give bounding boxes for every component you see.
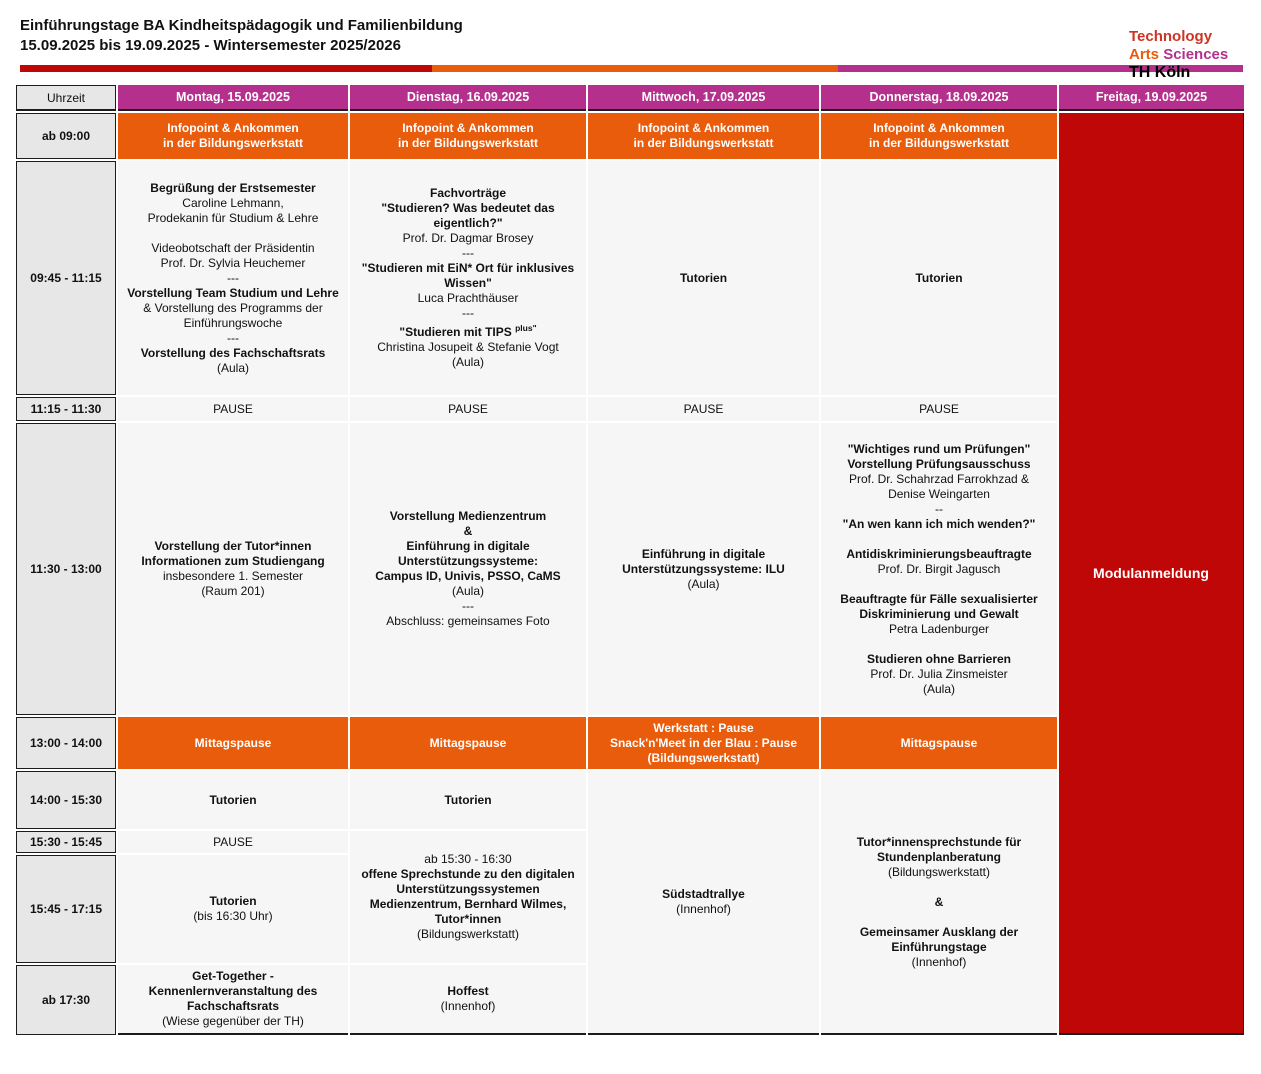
cell-text-line: Einführungswoche bbox=[183, 315, 283, 330]
cell-text-line: Diskriminierung und Gewalt bbox=[859, 606, 1019, 621]
cell-text-line: offene Sprechstunde zu den digitalen bbox=[361, 867, 575, 881]
th-koeln-logo bbox=[1129, 28, 1228, 82]
cell-text-line: -- bbox=[935, 501, 943, 516]
brand-bar-red-segment bbox=[20, 65, 432, 72]
cell-text-line: PAUSE bbox=[448, 401, 488, 416]
cell-text-line: --- bbox=[227, 270, 239, 285]
cell-text-line: PAUSE bbox=[213, 834, 253, 849]
cell-text-line: PAUSE bbox=[683, 401, 724, 416]
page-subtitle: 15.09.2025 bis 19.09.2025 - Wintersemester 2025/2026 bbox=[20, 37, 401, 54]
cell-mittwoch-r1 bbox=[588, 161, 819, 395]
cell-text-line: Campus ID, Univis, PSSO, CaMS bbox=[375, 569, 561, 583]
cell-text-line: Luca Prachthäuser bbox=[417, 291, 519, 305]
cell-text-line: Videobotschaft der Präsidentin bbox=[151, 240, 315, 255]
time-label: 15:30 - 15:45 bbox=[16, 831, 116, 853]
cell-text-line: (Bildungswerkstatt) bbox=[647, 750, 760, 765]
cell-text-line: Denise Weingarten bbox=[888, 486, 990, 501]
cell-dienstag-r2 bbox=[350, 397, 586, 421]
cell-montag-r2 bbox=[118, 397, 348, 421]
time-label: 13:00 - 14:00 bbox=[16, 717, 116, 769]
time-label: 14:00 - 15:30 bbox=[16, 771, 116, 829]
cell-text-line: ab 15:30 - 16:30 bbox=[424, 852, 512, 866]
time-label: ab 09:00 bbox=[16, 113, 116, 159]
cell-text-line: Infopoint & Ankommen bbox=[167, 121, 299, 135]
cell-text-line: Infopoint & Ankommen bbox=[402, 121, 534, 135]
cell-dienstag-r6 bbox=[350, 831, 586, 963]
cell-mittwoch-r2 bbox=[588, 397, 819, 421]
cell-text-line: Mittagspause bbox=[900, 735, 978, 750]
schedule-page bbox=[0, 16, 1261, 1074]
cell-text-line: Informationen zum Studiengang bbox=[141, 554, 325, 568]
cell-text-line: Vorstellung Prüfungsausschuss bbox=[847, 456, 1031, 471]
cell-text-line: Tutor*innensprechstunde für bbox=[856, 834, 1022, 849]
cell-text-line: Unterstützungssysteme: ILU bbox=[622, 561, 785, 576]
cell-montag-r6 bbox=[118, 831, 348, 853]
cell-text-line: Infopoint & Ankommen bbox=[637, 121, 770, 135]
cell-text-line: Vorstellung Team Studium und Lehre bbox=[127, 285, 339, 300]
cell-donnerstag-r0 bbox=[821, 113, 1057, 159]
cell-montag-r1 bbox=[118, 161, 348, 395]
cell-text-line: Beauftragte für Fälle sexualisierter bbox=[840, 591, 1038, 606]
time-label: 11:15 - 11:30 bbox=[16, 397, 116, 421]
cell-text-line: Stundenplanberatung bbox=[877, 849, 1001, 864]
cell-text-line: Tutorien bbox=[209, 792, 257, 807]
cell-donnerstag-r1 bbox=[821, 161, 1057, 395]
cell-text-line bbox=[821, 532, 1057, 547]
cell-text-line: Fachschaftsrats bbox=[186, 999, 280, 1013]
cell-text-line bbox=[821, 880, 1057, 895]
cell-text-line: Caroline Lehmann, bbox=[182, 195, 284, 210]
cell-text-line: --- bbox=[462, 246, 474, 260]
time-label: 09:45 - 11:15 bbox=[16, 161, 116, 395]
cell-text-line: "Studieren? Was bedeutet das bbox=[381, 201, 555, 215]
cell-text-line: eigentlich?" bbox=[433, 216, 503, 230]
cell-text-line: Tutorien bbox=[679, 270, 728, 285]
cell-text-line: Tutorien bbox=[444, 792, 492, 807]
cell-text-line: Studieren ohne Barrieren bbox=[866, 651, 1012, 666]
schedule-table bbox=[14, 83, 1246, 1037]
cell-text-line: Christina Josupeit & Stefanie Vogt bbox=[377, 340, 559, 354]
cell-text-line: Unterstützungssystemen bbox=[396, 882, 540, 896]
cell-montag-r7 bbox=[118, 855, 348, 963]
cell-text-line: (Aula) bbox=[922, 681, 955, 696]
time-label: ab 17:30 bbox=[16, 965, 116, 1035]
cell-text-line: Fachvorträge bbox=[429, 186, 507, 200]
cell-text-line: Prof. Dr. Birgit Jagusch bbox=[877, 561, 1001, 576]
cell-montag-r4 bbox=[118, 717, 348, 769]
cell-text-line: Südstadtrallye bbox=[662, 887, 745, 901]
cell-text-line: Mittagspause bbox=[429, 735, 507, 750]
cell-montag-r8 bbox=[118, 965, 348, 1035]
cell-text-line: --- bbox=[462, 306, 474, 320]
column-header-day-0: Montag, 15.09.2025 bbox=[118, 85, 348, 111]
cell-dienstag-r4 bbox=[350, 717, 586, 769]
cell-text-line: Snack'n'Meet in der Blau : Pause bbox=[609, 735, 798, 750]
cell-text-line: Werkstatt : Pause bbox=[653, 720, 754, 735]
cell-text-line bbox=[118, 226, 348, 241]
cell-text-line: in der Bildungswerkstatt bbox=[868, 136, 1010, 150]
cell-text-line: --- bbox=[462, 599, 474, 613]
cell-text-line: Petra Ladenburger bbox=[888, 621, 990, 636]
cell-text-line: (bis 16:30 Uhr) bbox=[193, 909, 273, 923]
cell-dienstag-r0 bbox=[350, 113, 586, 159]
cell-text-line: "An wen kann ich mich wenden?" bbox=[842, 516, 1036, 531]
cell-text-line: Tutorien bbox=[209, 894, 257, 908]
cell-dienstag-r1 bbox=[350, 161, 586, 395]
cell-donnerstag-r2 bbox=[821, 397, 1057, 421]
cell-text-line: in der Bildungswerkstatt bbox=[162, 136, 304, 150]
cell-text-line: (Innenhof) bbox=[676, 902, 731, 916]
cell-montag-r5 bbox=[118, 771, 348, 829]
cell-text-line: Hoffest bbox=[447, 984, 489, 998]
cell-text-line bbox=[821, 910, 1057, 925]
cell-text-line: in der Bildungswerkstatt bbox=[633, 136, 774, 150]
cell-text-line: & Vorstellung des Programms der bbox=[143, 300, 323, 315]
cell-dienstag-r3 bbox=[350, 423, 586, 715]
cell-text-line: Gemeinsamer Ausklang der bbox=[859, 924, 1019, 939]
brand-bar bbox=[20, 65, 1243, 72]
cell-freitag-r0 bbox=[1059, 113, 1244, 1035]
cell-text-line: (Aula) bbox=[451, 355, 484, 369]
cell-text-line: insbesondere 1. Semester bbox=[162, 569, 304, 583]
logo-word-th-koeln: TH Köln bbox=[1129, 64, 1191, 81]
cell-text-line: PAUSE bbox=[213, 401, 253, 416]
cell-text-line: Medienzentrum, Bernhard Wilmes, bbox=[369, 897, 567, 911]
cell-text-line: (Innenhof) bbox=[911, 954, 967, 969]
page-title-block bbox=[20, 16, 1261, 56]
cell-text-line: Vorstellung der Tutor*innen bbox=[154, 539, 312, 553]
cell-text-line: Einführung in digitale bbox=[406, 539, 530, 553]
cell-donnerstag-r3 bbox=[821, 423, 1057, 715]
brand-bar-orange-segment bbox=[432, 65, 838, 72]
cell-text-line: Begrüßung der Erstsemester bbox=[150, 180, 316, 195]
cell-montag-r3 bbox=[118, 423, 348, 715]
column-header-uhrzeit: Uhrzeit bbox=[16, 85, 116, 111]
cell-text-line: (Aula) bbox=[216, 360, 249, 375]
cell-text-line: (Raum 201) bbox=[201, 584, 265, 598]
cell-text-line: Prodekanin für Studium & Lehre bbox=[147, 210, 319, 225]
cell-mittwoch-r4 bbox=[588, 717, 819, 769]
cell-text-line: Unterstützungssysteme: bbox=[397, 554, 539, 568]
cell-donnerstag-r5 bbox=[821, 771, 1057, 1035]
cell-text-line: Einführungstage bbox=[891, 939, 987, 954]
cell-text-line: "Studieren mit TIPS $^{plus"}$ bbox=[399, 323, 537, 339]
cell-text-line: "Studieren mit EiN* Ort für inklusives bbox=[361, 261, 575, 275]
cell-text-line: Modulanmeldung bbox=[1093, 564, 1209, 581]
cell-text-line: (Innenhof) bbox=[440, 999, 496, 1013]
cell-text-line: (Bildungswerkstatt) bbox=[887, 864, 991, 879]
cell-text-line: & bbox=[934, 894, 944, 909]
column-header-day-3: Donnerstag, 18.09.2025 bbox=[821, 85, 1057, 111]
logo-word-sciences: Sciences bbox=[1163, 46, 1229, 63]
cell-text-line: Tutor*innen bbox=[434, 912, 502, 926]
cell-text-line: (Aula) bbox=[687, 576, 720, 591]
cell-text-line bbox=[821, 637, 1057, 652]
cell-mittwoch-r0 bbox=[588, 113, 819, 159]
time-label: 15:45 - 17:15 bbox=[16, 855, 116, 963]
cell-text-line: Prof. Dr. Dagmar Brosey bbox=[402, 231, 534, 245]
column-header-day-1: Dienstag, 16.09.2025 bbox=[350, 85, 586, 111]
cell-text-line: Einführung in digitale bbox=[641, 546, 766, 561]
cell-text-line bbox=[821, 577, 1057, 592]
cell-dienstag-r8 bbox=[350, 965, 586, 1035]
cell-text-line: Prof. Dr. Julia Zinsmeister bbox=[870, 666, 1008, 681]
cell-dienstag-r5 bbox=[350, 771, 586, 829]
cell-text-line: (Wiese gegenüber der TH) bbox=[162, 1014, 304, 1028]
cell-text-line: "Wichtiges rund um Prüfungen" bbox=[847, 441, 1031, 456]
logo-word-arts: Arts bbox=[1129, 46, 1160, 63]
cell-text-line: Tutorien bbox=[915, 270, 963, 285]
cell-text-line: Prof. Dr. Sylvia Heuchemer bbox=[160, 255, 306, 270]
cell-text-line: in der Bildungswerkstatt bbox=[397, 136, 539, 150]
cell-mittwoch-r3 bbox=[588, 423, 819, 715]
cell-text-line: Mittagspause bbox=[194, 735, 272, 750]
cell-mittwoch-r5 bbox=[588, 771, 819, 1035]
cell-donnerstag-r4 bbox=[821, 717, 1057, 769]
cell-text-line: --- bbox=[227, 330, 239, 345]
cell-text-line: Infopoint & Ankommen bbox=[873, 121, 1005, 135]
time-label: 11:30 - 13:00 bbox=[16, 423, 116, 715]
cell-text-line: Prof. Dr. Schahrzad Farrokhzad & bbox=[848, 471, 1030, 486]
cell-montag-r0 bbox=[118, 113, 348, 159]
cell-text-line: (Bildungswerkstatt) bbox=[416, 927, 520, 941]
cell-text-line: & bbox=[463, 524, 473, 538]
page-title: Einführungstage BA Kindheitspädagogik und Familienbildung bbox=[20, 17, 463, 34]
cell-text-line: Vorstellung des Fachschaftsrats bbox=[140, 345, 326, 360]
column-header-day-4: Freitag, 19.09.2025 bbox=[1059, 85, 1244, 111]
column-header-day-2: Mittwoch, 17.09.2025 bbox=[588, 85, 819, 111]
cell-text-line: Wissen" bbox=[444, 276, 492, 290]
cell-text-line: Antidiskriminierungsbeauftragte bbox=[846, 546, 1032, 561]
cell-text-line: PAUSE bbox=[919, 401, 959, 416]
cell-text-line: Get-Together - bbox=[192, 969, 274, 983]
cell-text-line: Abschluss: gemeinsames Foto bbox=[386, 614, 550, 628]
cell-text-line: (Aula) bbox=[451, 584, 484, 598]
cell-text-line: Vorstellung Medienzentrum bbox=[389, 509, 547, 523]
cell-text-line: Kennenlernveranstaltung des bbox=[148, 984, 318, 998]
logo-word-technology: Technology bbox=[1129, 28, 1213, 45]
